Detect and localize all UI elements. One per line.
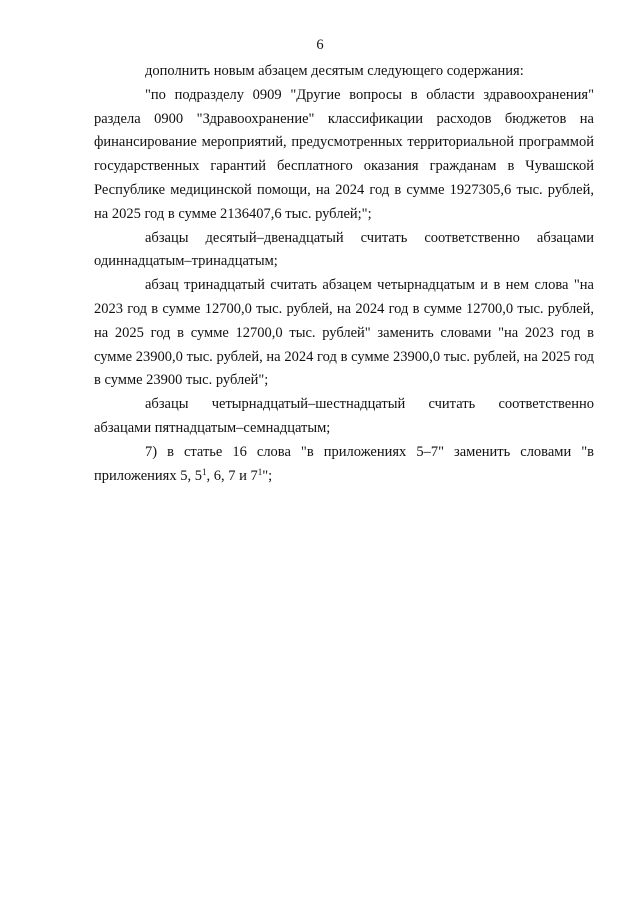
item7-text-3: "; bbox=[262, 467, 273, 484]
paragraph: абзацы десятый–двенадцатый считать соответственно абзацами одиннадцатым–тринадцатым; bbox=[94, 229, 594, 270]
paragraph: "по подразделу 0909 "Другие вопросы в области здравоохранения" раздела 0900 "Здравоохранение" классификации расходов бюджетов на финансирование мероприятий, предусмотренных территориальной программой государственных гарантий бесплатного оказания гражданам в Чувашской Республике медицинской помощи, на 2024 год в сумме 1927305,6 тыс. рублей, на 2025 год в сумме 2136407,6 тыс. рублей;"; bbox=[94, 86, 594, 222]
page-number: 6 bbox=[316, 37, 324, 53]
item7-text-1: 7) в статье 16 слова "в приложениях 5–7" заменить словами "в приложениях 5, 5 bbox=[94, 443, 594, 484]
superscript: 1 bbox=[257, 466, 263, 477]
paragraph-item-7 bbox=[94, 441, 594, 489]
paragraph: абзац тринадцатый считать абзацем четырнадцатым и в нем слова "на 2023 год в сумме 12700,0 тыс. рублей, на 2024 год в сумме 12700,0 тыс. рублей, на 2025 год в сумме 12700,0 тыс. рублей" заменить словами "на 2023 год в сумме 23900,0 тыс. рублей, на 2024 год в сумме 23900,0 тыс. рублей, на 2025 год в сумме 23900 тыс. рублей"; bbox=[94, 277, 594, 389]
item7-text-2: , 6, 7 и 7 bbox=[206, 467, 258, 484]
paragraph: абзацы четырнадцатый–шестнадцатый считать соответственно абзацами пятнадцатым–семнадцатым; bbox=[94, 396, 594, 436]
superscript: 1 bbox=[201, 466, 207, 477]
paragraph: дополнить новым абзацем десятым следующего содержания: bbox=[145, 63, 524, 79]
document-body bbox=[94, 60, 594, 488]
